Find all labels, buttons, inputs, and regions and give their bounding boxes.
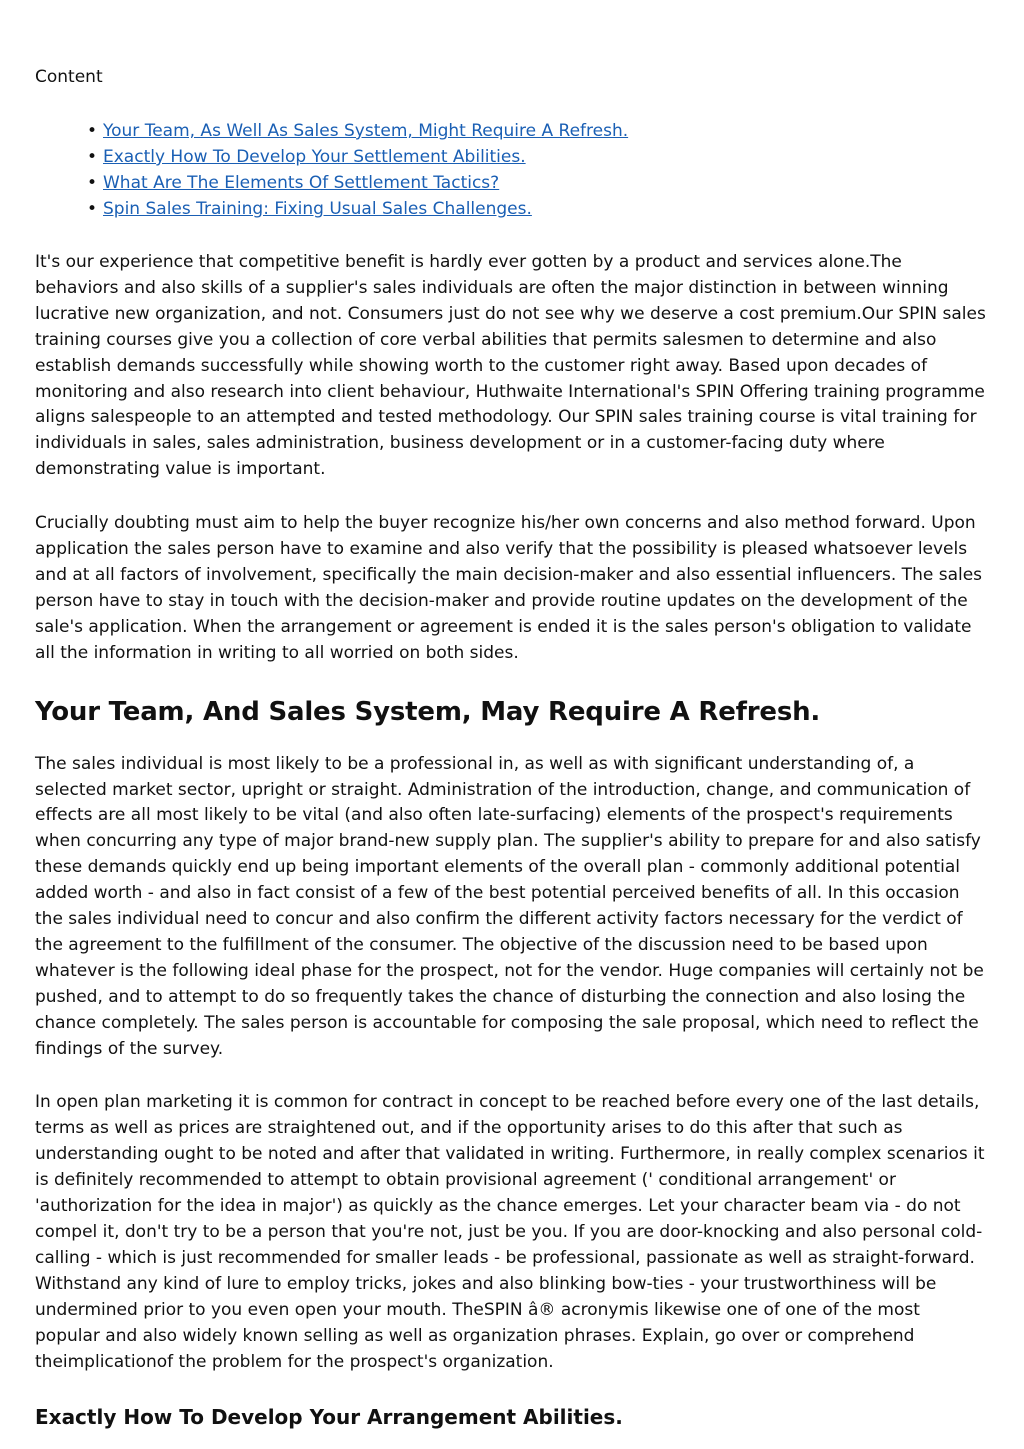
toc-link-spin-sales-training[interactable]: Spin Sales Training: Fixing Usual Sales Challenges.	[103, 199, 532, 219]
toc-link-settlement-tactics[interactable]: What Are The Elements Of Settlement Tactics?	[103, 173, 500, 193]
intro-paragraph: It's our experience that competitive benefit is hardly ever gotten by a product and services alone.The behaviors and also skills of a supplier's sales individuals are often the major distinction in between winning lucrative new organization, and not. Consumers just do not see why we deserve a cost premium.Our SPIN sales training courses give you a collection of core verbal abilities that permits salesmen to determine and also establish demands successfully while showing worth to the customer right away. Based upon decades of monitoring and also research into client behaviour, Huthwaite International's SPIN Offering training programme aligns salespeople to an attempted and tested methodology. Our SPIN sales training course is vital training for individuals in sales, sales administration, business development or in a customer-facing duty where demonstrating value is important.	[35, 252, 986, 480]
subsection-heading: Exactly How To Develop Your Arrangement Abilities.	[35, 1405, 623, 1430]
content-label: Content	[35, 67, 103, 87]
table-of-contents	[35, 118, 990, 222]
toc-item	[103, 118, 990, 144]
section-heading: Your Team, And Sales System, May Require A Refresh.	[35, 696, 821, 727]
toc-link-settlement-abilities[interactable]: Exactly How To Develop Your Settlement Abilities.	[103, 147, 526, 167]
toc-link-team-refresh[interactable]: Your Team, As Well As Sales System, Might Require A Refresh.	[103, 121, 629, 141]
section-paragraph: In open plan marketing it is common for contract in concept to be reached before every one of the last details, terms as well as prices are straightened out, and if the opportunity arises to do this after that such as understanding ought to be noted and after that validated in writing. Furthermore, in really complex scenarios it is definitely recommended to attempt to obtain provisional agreement (' conditional arrangement' or 'authorization for the idea in major') as quickly as the chance emerges. Let your character beam via - do not compel it, don't try to be a person that you're not, just be you. If you are door-knocking and also personal cold-calling - which is just recommended for smaller leads - be professional, passionate as well as straight-forward. Withstand any kind of lure to employ tricks, jokes and also blinking bow-ties - your trustworthiness will be undermined prior to you even open your mouth. TheSPIN â® acronymis likewise one of one of the most popular and also widely known selling as well as organization phrases. Explain, go over or comprehend theimplicationof the problem for the prospect's organization.	[35, 1092, 985, 1372]
intro-paragraph: Crucially doubting must aim to help the buyer recognize his/her own concerns and also method forward. Upon application the sales person have to examine and also verify that the possibility is pleased whatsoever levels and at all factors of involvement, specifically the main decision-maker and also essential influencers. The sales person have to stay in touch with the decision-maker and provide routine updates on the development of the sale's application. When the arrangement or agreement is ended it is the sales person's obligation to validate all the information in writing to all worried on both sides.	[35, 513, 983, 663]
section-paragraph: The sales individual is most likely to be a professional in, as well as with significant understanding of, a selected market sector, upright or straight. Administration of the introduction, change, and communication of effects are all most likely to be vital (and also often late-surfacing) elements of the prospect's requirements when concurring any type of major brand-new supply plan. The supplier's ability to prepare for and also satisfy these demands quickly end up being important elements of the overall plan - commonly additional potential added worth - and also in fact consist of a few of the best potential perceived benefits of all. In this occasion the sales individual need to concur and also confirm the different activity factors necessary for the verdict of the agreement to the fulfillment of the consumer. The objective of the discussion need to be based upon whatever is the following ideal phase for the prospect, not for the vendor. Huge companies will certainly not be pushed, and to attempt to do so frequently takes the chance of disturbing the connection and also losing the chance completely. The sales person is accountable for composing the sale proposal, which need to reflect the findings of the survey.	[35, 753, 984, 1059]
toc-item	[103, 144, 990, 170]
toc-item	[103, 196, 990, 222]
toc-item	[103, 170, 990, 196]
